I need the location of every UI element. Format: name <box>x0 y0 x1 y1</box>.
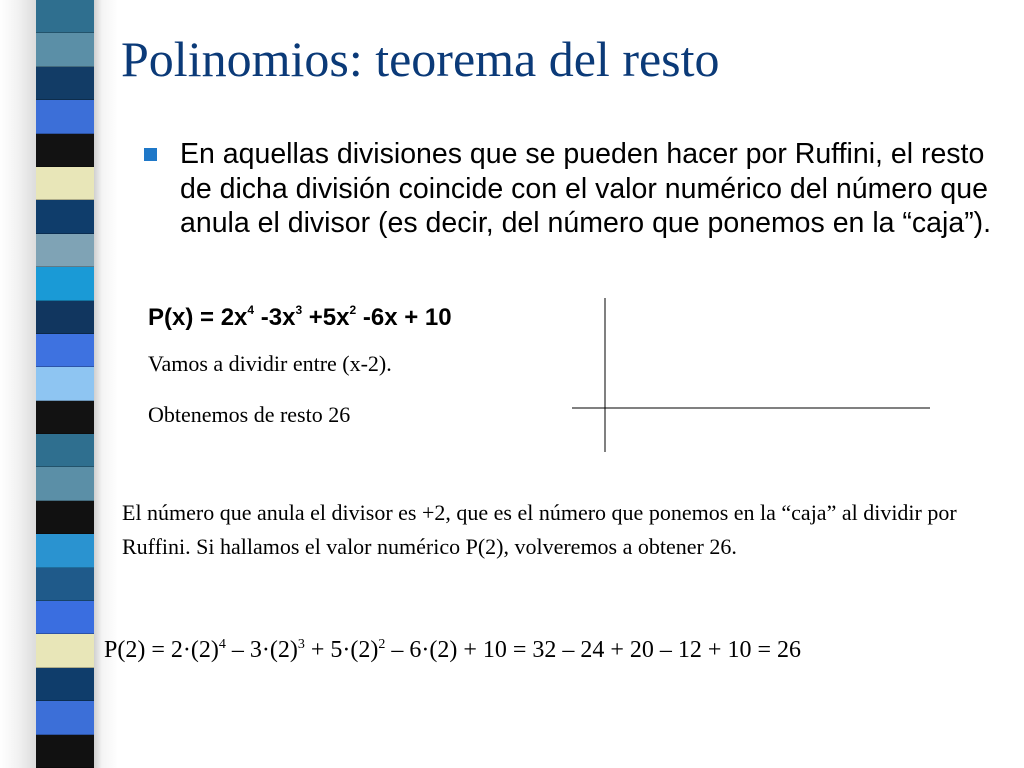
stripe-block <box>36 568 94 601</box>
formula-term: -6x + 10 <box>356 304 452 331</box>
stripe-block <box>36 701 94 734</box>
bullet-text: En aquellas divisiones que se pueden hacer por Ruffini, el resto de dicha división coincide con el valor numérico del número que anula el divisor (es decir, del número que ponemos en la “caja”). <box>180 138 992 239</box>
formula-exponent: 4 <box>247 303 255 317</box>
stripe-block <box>36 634 94 667</box>
ruffini-division-grid <box>568 296 934 456</box>
stripe-block <box>36 33 94 66</box>
formula-term: P(x) = 2x <box>148 304 248 331</box>
evaluation-equation <box>104 626 1004 669</box>
remainder-statement: Obtenemos de resto 26 <box>148 402 351 427</box>
formula-term: -3x <box>254 304 296 331</box>
stripe-block <box>36 367 94 400</box>
equation-part: – 6·(2) + 10 = 32 – 24 + 20 – 12 + 10 = 26 <box>385 637 801 663</box>
equation-part: + 5·(2) <box>304 637 379 663</box>
equation-part: – 3·(2) <box>225 637 298 663</box>
formula-exponent: 3 <box>295 303 303 317</box>
stripe-block <box>36 668 94 701</box>
square-bullet-icon <box>144 148 157 161</box>
stripe-block <box>36 0 94 33</box>
stripe-block <box>36 534 94 567</box>
equation-part: P(2) = 2·(2) <box>104 637 219 663</box>
equation-exponent: 2 <box>378 637 386 652</box>
stripe-block <box>36 735 94 768</box>
equation-exponent: 3 <box>297 637 305 652</box>
explanation-paragraph: El número que anula el divisor es +2, que es el número que ponemos en la “caja” al dividir por Ruffini. Si hallamos el valor numérico P(2), volveremos a obtener 26. <box>122 500 957 559</box>
stripe-block <box>36 134 94 167</box>
divide-statement: Vamos a dividir entre (x-2). <box>148 351 392 376</box>
stripe-block <box>36 234 94 267</box>
decorative-block-column <box>36 0 94 768</box>
polynomial-formula <box>148 296 452 334</box>
stripe-block <box>36 501 94 534</box>
stripe-block <box>36 67 94 100</box>
formula-exponent: 2 <box>349 303 357 317</box>
stripe-block <box>36 434 94 467</box>
stripe-block <box>36 467 94 500</box>
slide-title: Polinomios: teorema del resto <box>121 31 720 87</box>
stripe-block <box>36 601 94 634</box>
stripe-block <box>36 200 94 233</box>
stripe-block <box>36 301 94 334</box>
stripe-block <box>36 334 94 367</box>
equation-exponent: 4 <box>218 637 226 652</box>
stripe-block <box>36 267 94 300</box>
stripe-block <box>36 401 94 434</box>
stripe-block <box>36 100 94 133</box>
formula-term: +5x <box>302 304 350 331</box>
stripe-block <box>36 167 94 200</box>
